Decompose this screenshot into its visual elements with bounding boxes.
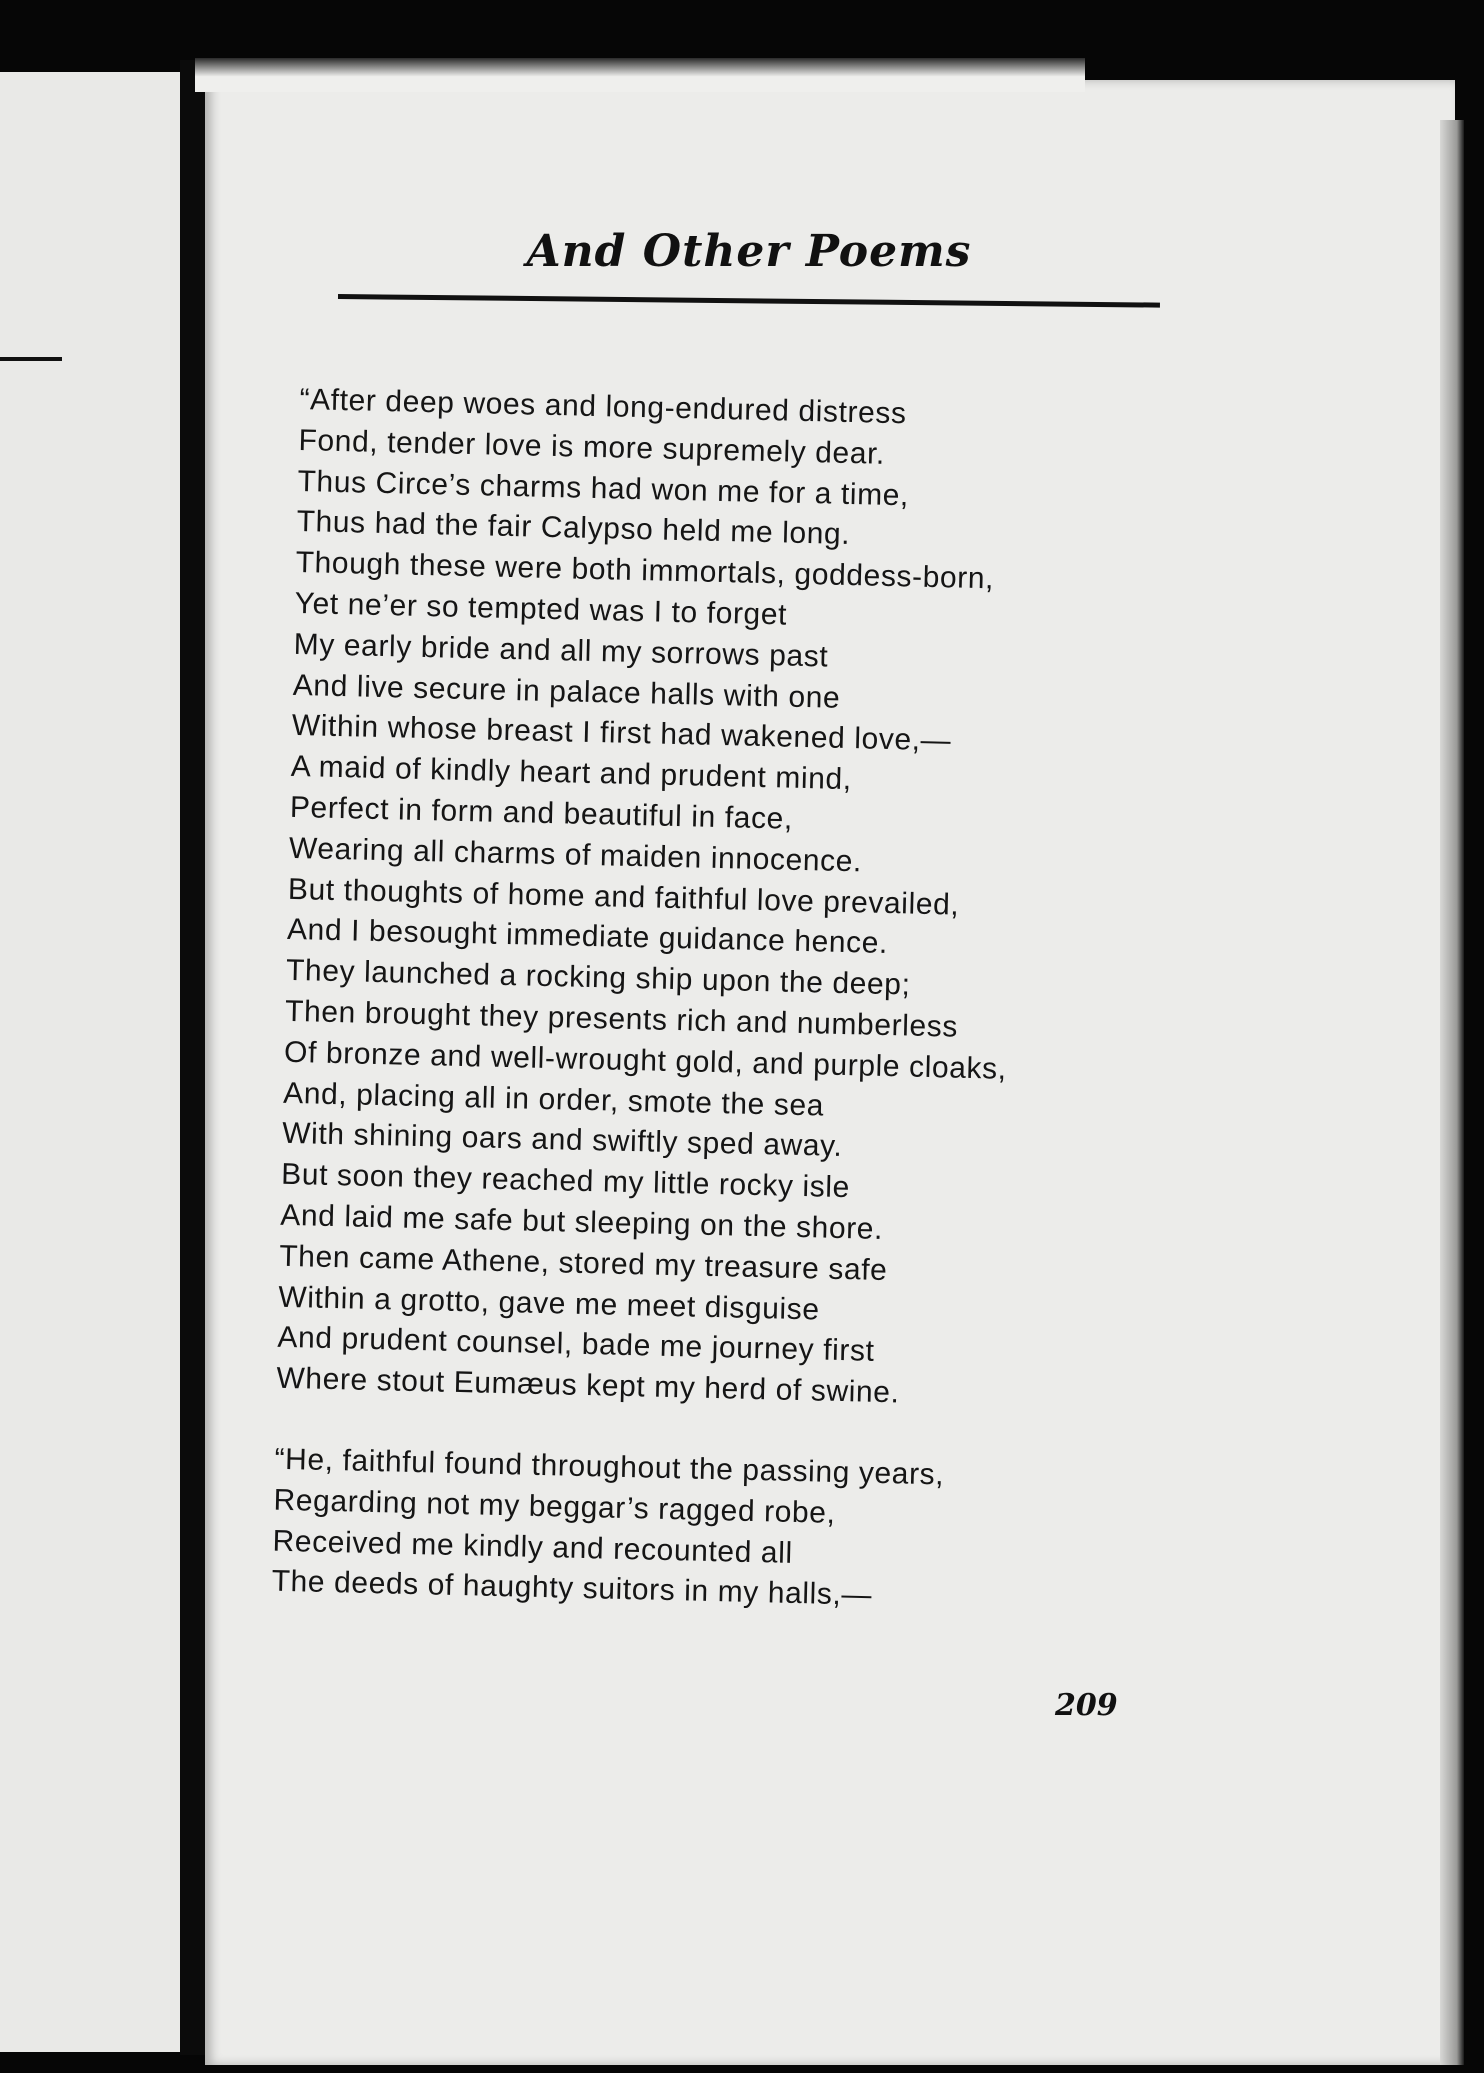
poem-line: Yet ne’er so tempted was I to forget [294, 586, 788, 632]
poem-line: And live secure in palace halls with one [292, 668, 841, 715]
poem-line: “After deep woes and long-endured distress [299, 382, 907, 431]
page-number: 209 [1055, 1688, 1118, 1723]
facing-page-rule [0, 357, 62, 361]
page-top-edge [195, 58, 1085, 92]
poem-line: Regarding not my beggar’s ragged robe, [273, 1483, 836, 1530]
poem-line: Thus had the fair Calypso held me long. [296, 505, 851, 552]
book-gutter [180, 60, 208, 2055]
poem-line: Within a grotto, gave me meet disguise [278, 1280, 821, 1327]
stanza [271, 1440, 1135, 1623]
poem-line: Perfect in form and beautiful in face, [289, 790, 794, 836]
poem-line: Thus Circe’s charms had won me for a time, [297, 464, 910, 512]
poem-line: Then came Athene, stored my treasure safe [278, 1239, 888, 1287]
page-fore-edge [1440, 120, 1464, 2065]
poem-line: With shining oars and swiftly sped away. [281, 1117, 843, 1164]
poem-line: But soon they reached my little rocky isle [280, 1157, 851, 1205]
running-head: And Other Poems [526, 226, 972, 277]
poem-line: Of bronze and well-wrought gold, and purple cloaks, [283, 1035, 1008, 1086]
poem-line: The deeds of haughty suitors in my halls,— [271, 1564, 873, 1613]
poem-line: “He, faithful found throughout the passing years, [274, 1442, 945, 1492]
poem-line: Wearing all charms of maiden innocence. [288, 831, 863, 879]
poem-line: And, placing all in order, smote the sea [282, 1076, 825, 1123]
poem-line: Though these were both immortals, goddess-born, [295, 546, 995, 596]
poem-text [271, 380, 1160, 1623]
poem-line: Received me kindly and recounted all [272, 1524, 794, 1570]
poem-line: And prudent counsel, bade me journey first [277, 1321, 875, 1369]
poem-line: A maid of kindly heart and prudent mind, [290, 750, 853, 797]
poem-line: They launched a rocking ship upon the deep; [285, 953, 911, 1002]
poem-line: And I besought immediate guidance hence. [286, 913, 889, 961]
poem-line: Where stout Eumæus kept my herd of swine. [276, 1361, 900, 1410]
poem-line: Within whose breast I first had wakened love,— [291, 709, 952, 758]
poem-line: Then brought they presents rich and numberless [284, 994, 959, 1044]
poem-line: Fond, tender love is more supremely dear. [298, 423, 886, 471]
facing-page-edge [0, 72, 180, 2052]
poem-line: My early bride and all my sorrows past [293, 627, 829, 674]
poem-line: And laid me safe but sleeping on the shore. [279, 1198, 884, 1246]
poem-line: But thoughts of home and faithful love prevailed, [287, 872, 960, 922]
stanza [276, 380, 1160, 1420]
